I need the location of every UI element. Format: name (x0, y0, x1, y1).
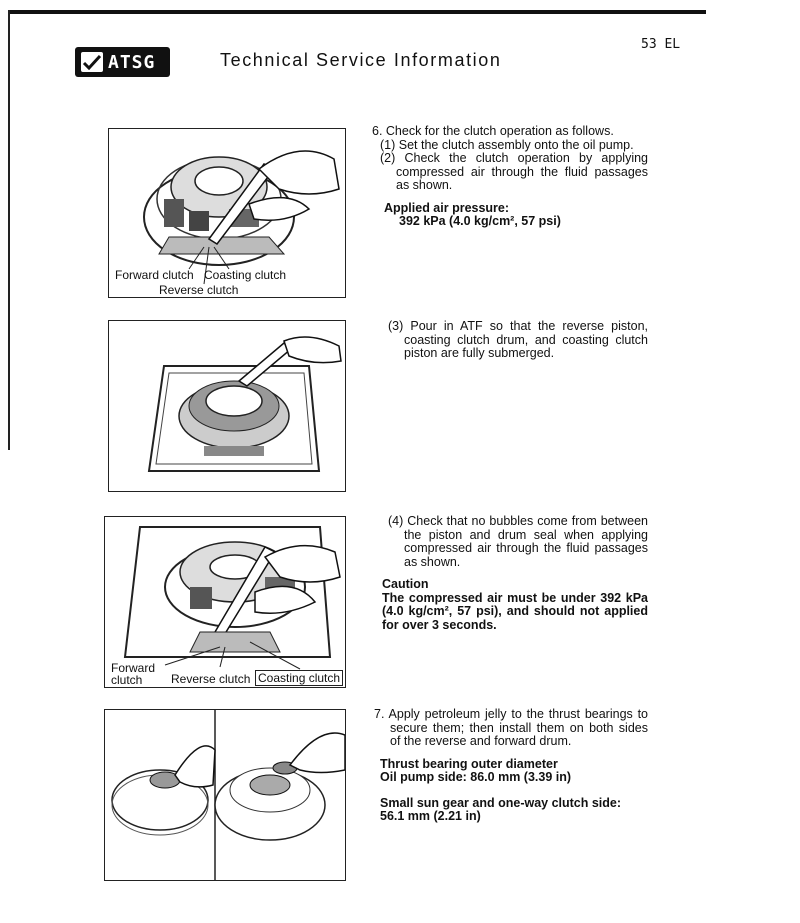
pressure-value: 392 kPa (4.0 kg/cm², 57 psi) (399, 214, 561, 228)
substep-2: (2) Check the clutch operation by applying compressed air through the fluid passages as shown. (380, 151, 648, 192)
figure-clutch-on-oil-pump (108, 128, 346, 298)
thrust-heading: Thrust bearing outer diameter (380, 756, 558, 771)
small-sun-gear-heading: Small sun gear and one-way clutch side: (380, 795, 622, 810)
caution-text: The compressed air must be under 392 kPa (4.0 kg/cm², 57 psi), and should not applied for over 3 seconds. (382, 590, 648, 632)
label-reverse-clutch: Reverse clutch (171, 672, 251, 686)
atsg-logo (75, 47, 170, 77)
small-sun-gear-value: 56.1 mm (2.21 in) (380, 809, 481, 823)
label-coasting-clutch: Coasting clutch (255, 670, 343, 686)
figure-bubble-check (104, 516, 346, 688)
figure-atf-submerged (108, 320, 346, 492)
page-number: 53 EL (641, 37, 681, 52)
step-6: 6. Check for the clutch operation as follows. (372, 124, 614, 138)
left-margin-rule (8, 10, 10, 450)
thrust-bearing-drawing (105, 710, 346, 881)
label-coasting-clutch: Coasting clutch (204, 268, 287, 282)
caution-heading: Caution (382, 577, 429, 591)
label-forward-clutch: Forward clutch (111, 661, 156, 687)
top-rule (8, 10, 706, 14)
label-forward-clutch: Forward clutch (115, 268, 194, 282)
pressure-heading: Applied air pressure: (384, 200, 510, 215)
section-clutch-operation-check (372, 125, 648, 229)
section-atf-submerge (382, 320, 648, 361)
page-title: Technical Service Information (220, 50, 502, 70)
substep-1: (1) Set the clutch assembly onto the oil pump. (380, 137, 634, 152)
thrust-oil-pump-side: Oil pump side: 86.0 mm (3.39 in) (380, 770, 572, 784)
section-bubble-check (382, 515, 648, 632)
substep-4: (4) Check that no bubbles come from between the piston and drum seal when applying compressed air through the fluid passages as shown. (388, 514, 648, 569)
checkmark-icon (81, 52, 103, 72)
step-7: 7. Apply petroleum jelly to the thrust bearings to secure them; then install them on both sides of the reverse and forward drum. (374, 707, 648, 748)
substep-3: (3) Pour in ATF so that the reverse piston, coasting clutch drum, and coasting clutch piston are fully submerged. (388, 319, 648, 360)
section-thrust-bearings (368, 708, 648, 824)
figure-thrust-bearing (104, 709, 346, 881)
logo-text: ATSG (108, 51, 156, 73)
label-reverse-clutch: Reverse clutch (159, 283, 239, 297)
atf-pan-drawing (109, 321, 346, 492)
